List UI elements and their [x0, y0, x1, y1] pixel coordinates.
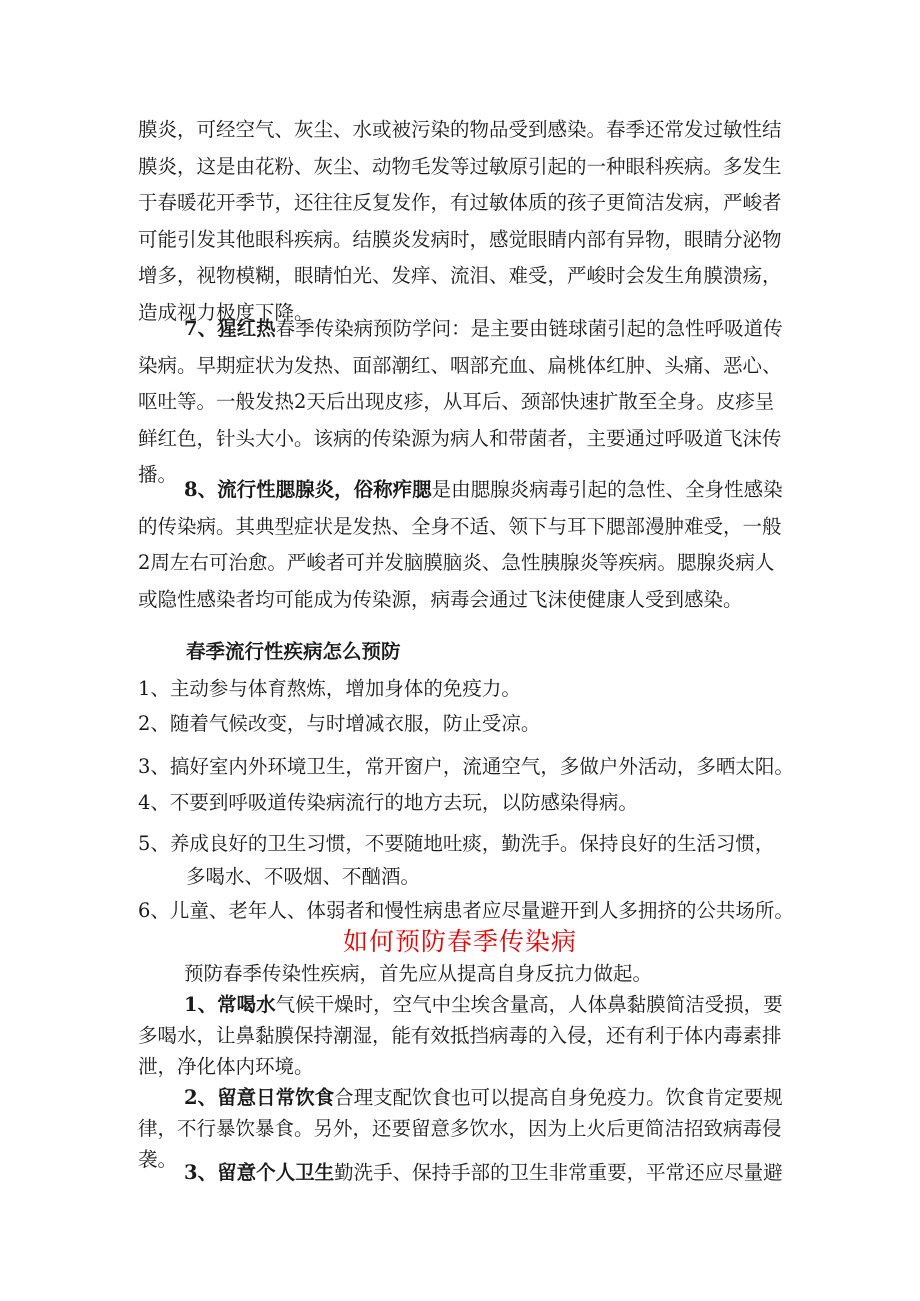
list-item: 5、养成良好的卫生习惯，不要随地吐痰，勤洗手。保持良好的生活习惯， — [138, 832, 775, 855]
scarlet-fever-paragraph — [138, 311, 788, 494]
paragraph-text: 膜炎，可经空气、灰尘、水或被污染的物品受到感染。春季还常发过敏性结膜炎，这是由花粉、灰尘、动物毛发等过敏原引起的一种眼科疾病。多发生于春暖花开季节，还往往反复发作，有过敏体质的孩子更简洁发病，严峻者可能引发其他眼科疾病。结膜炎发病时，感觉眼睛内部有异物，眼睛分泌物增多，视物模糊，眼睛怕光、发痒、流泪、难受，严峻时会发生角膜溃疡，造成视力极度下降。 — [138, 118, 782, 324]
list-item-continuation: 多喝水、不吸烟、不酗酒。 — [186, 865, 421, 888]
list-item: 3、搞好室内外环境卫生，常开窗户，流通空气，多做户外活动，多晒太阳。 — [138, 755, 794, 778]
list-item: 1、主动参与体育熬炼，增加身体的免疫力。 — [138, 677, 521, 700]
paragraph-text: 春季传染病预防学问：是主要由链球菌引起的急性呼吸道传染病。早期症状为发热、面部潮红、咽部充血、扁桃体红肿、头痛、恶心、呕吐等。一般发热2天后出现皮疹，从耳后、颈部快速扩散至全身。皮疹呈鲜红色，针头大小。该病的传染源为病人和带菌者，主要通过呼吸道飞沫传播。 — [138, 317, 783, 486]
prevention-heading: 春季流行性疾病怎么预防 — [186, 640, 401, 663]
list-item: 4、不要到呼吸道传染病流行的地方去玩，以防感染得病。 — [138, 791, 638, 814]
paragraph-lead: 3、留意个人卫生 — [184, 1161, 335, 1184]
drink-water-paragraph — [138, 989, 788, 1082]
paragraph-lead: 2、留意日常饮食 — [184, 1086, 335, 1109]
paragraph-text: 是由腮腺炎病毒引起的急性、全身性感染的传染病。其典型症状是发热、全身不适、领下与耳下腮部漫肿难受，一般2周左右可治愈。严峻者可并发脑膜脑炎、急性胰腺炎等疾病。腮腺炎病人或隐性感染者均可能成为传染源，病毒会通过飞沫使健康人受到感染。 — [138, 478, 783, 611]
paragraph-text: 勤洗手、保持手部的卫生非常重要，平常还应尽量避 — [334, 1161, 783, 1184]
paragraph-text: 合理支配饮食也可以提高自身免疫力。饮食肯定要规律，不行暴饮暴食。另外，还要留意多饮水，因为上火后更简洁招致病毒侵袭。 — [138, 1086, 783, 1171]
paragraph-lead: 8、流行性腮腺炎，俗称痄腮 — [184, 478, 432, 501]
hygiene-paragraph — [138, 1157, 788, 1188]
intro-paragraph: 预防春季传染性疾病，首先应从提高自身反抗力做起。 — [184, 962, 653, 985]
paragraph-lead: 1、常喝水 — [184, 993, 276, 1016]
conjunctivitis-paragraph — [138, 112, 788, 331]
mumps-paragraph — [138, 472, 788, 618]
section-title: 如何预防春季传染病 — [342, 927, 577, 956]
paragraph-lead: 7、猩红热 — [184, 317, 276, 340]
list-item: 2、随着气候改变，与时增减衣服，防止受凉。 — [138, 712, 541, 735]
list-item: 6、儿童、老年人、体弱者和慢性病患者应尽量避开到人多拥挤的公共场所。 — [138, 899, 794, 922]
paragraph-text: 气候干燥时，空气中尘埃含量高，人体鼻黏膜简洁受损，要多喝水，让鼻黏膜保持潮湿，能有效抵挡病毒的入侵，还有利于体内毒素排泄，净化体内环境。 — [138, 993, 783, 1078]
